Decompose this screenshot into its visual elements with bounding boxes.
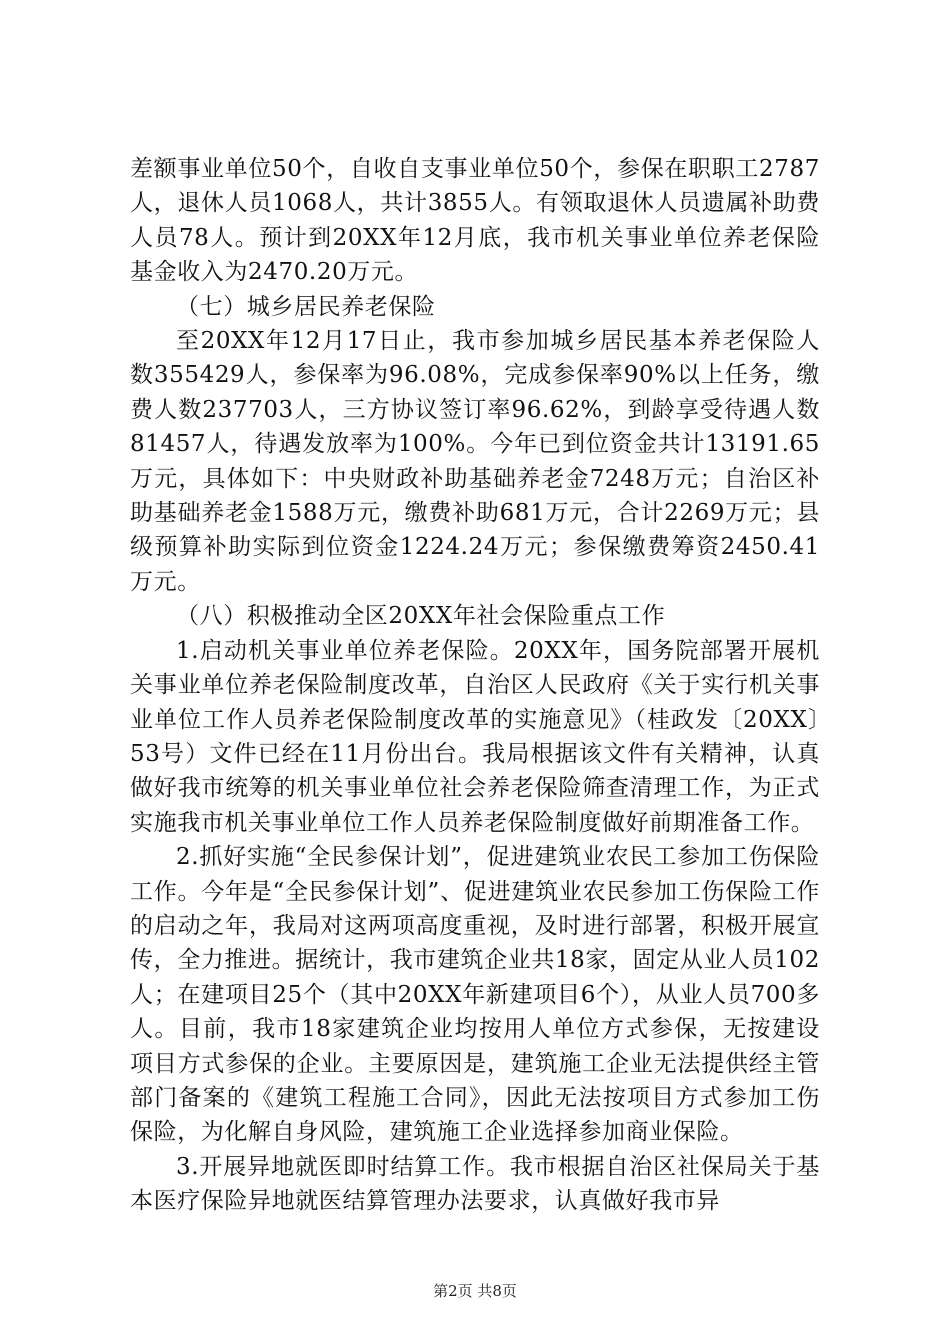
paragraph-continuation: 差额事业单位50个，自收自支事业单位50个，参保在职职工2787人，退休人员1068人，共计3855人。有领取退休人员遗属补助费人员78人。预计到20XX年12月底，我市机关事业单位养老保险基金收入为2470.20万元。 — [130, 156, 820, 286]
page-footer: 第2页 共8页 — [433, 1282, 517, 1300]
section-heading-7: （七）城乡居民养老保险 — [176, 293, 436, 320]
paragraph-rural-pension: 至20XX年12月17日止，我市参加城乡居民基本养老保险人数355429人，参保率为96.08%，完成参保率90%以上任务，缴费人数237703人，三方协议签订率96.62%，到龄享受待遇人数81457人，待遇发放率为100%。今年已到位资金共计13191.65万元，具体如下：中央财政补助基础养老金7248万元；自治区补助基础养老金1588万元，缴费补助681万元，合计2269万元；县级预算补助实际到位资金1224.24万元；参保缴费筹资2450.41万元。 — [130, 328, 820, 595]
paragraph-item-3: 3.开展异地就医即时结算工作。我市根据自治区社保局关于基本医疗保险异地就医结算管理办法要求，认真做好我市异 — [130, 1153, 820, 1215]
document-body — [130, 152, 820, 1219]
paragraph-item-1: 1.启动机关事业单位养老保险。20XX年，国务院部署开展机关事业单位养老保险制度改革，自治区人民政府《关于实行机关事业单位工作人员养老保险制度改革的实施意见》（桂政发〔20XX〕53号）文件已经在11月份出台。我局根据该文件有关精神，认真做好我市统筹的机关事业单位社会养老保险筛查清理工作，为正式实施我市机关事业单位工作人员养老保险制度做好前期准备工作。 — [130, 637, 820, 836]
paragraph-item-2: 2.抓好实施“全民参保计划”，促进建筑业农民工参加工伤保险工作。今年是“全民参保计划”、促进建筑业农民参加工伤保险工作的启动之年，我局对这两项高度重视，及时进行部署，积极开展宣传，全力推进。据统计，我市建筑企业共18家，固定从业人员102人；在建项目25个（其中20XX年新建项目6个），从业人员700多人。目前，我市18家建筑企业均按用人单位方式参保，无按建设项目方式参保的企业。主要原因是，建筑施工企业无法提供经主管部门备案的《建筑工程施工合同》，因此无法按项目方式参加工伤保险，为化解自身风险，建筑施工企业选择参加商业保险。 — [130, 844, 820, 1146]
section-heading-8: （八）积极推动全区20XX年社会保险重点工作 — [176, 603, 666, 630]
